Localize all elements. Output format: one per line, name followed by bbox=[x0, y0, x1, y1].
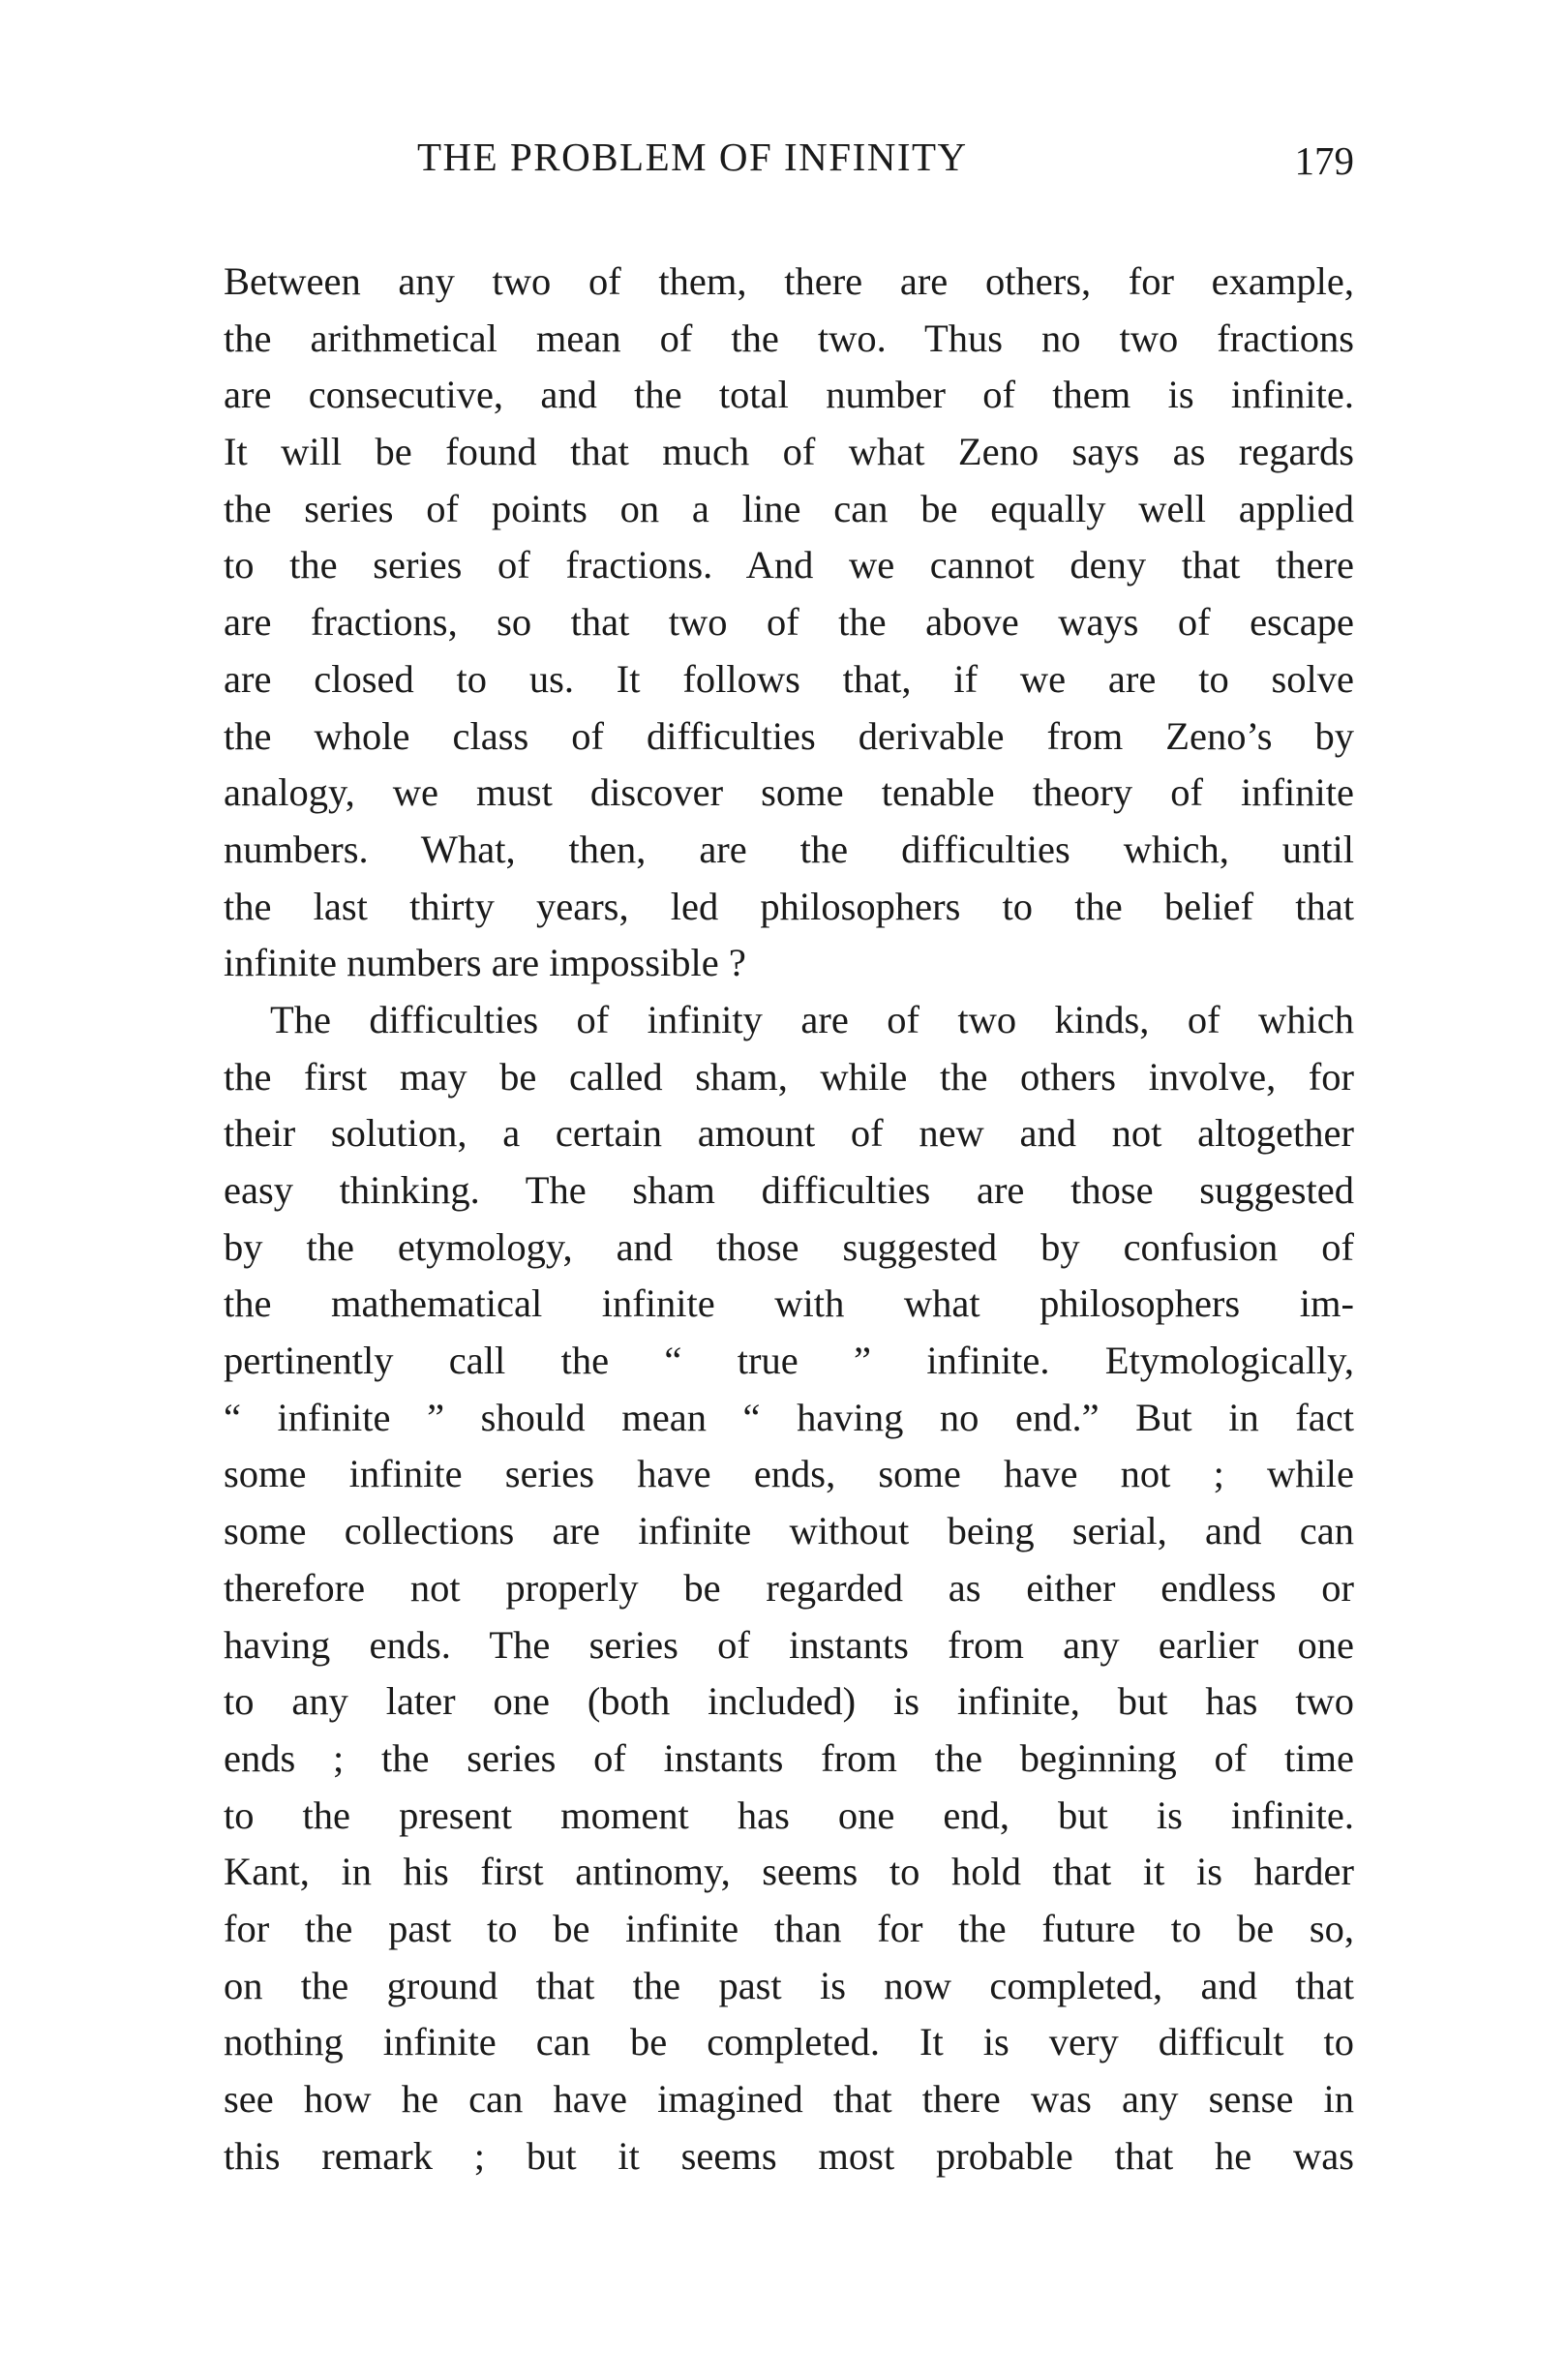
text-line: infinite numbers are impossible ? bbox=[224, 941, 746, 985]
text-line: for the past to be infinite than for the future to be so, bbox=[224, 1906, 1354, 1950]
text-line: analogy, we must discover some tenable theory of infinite bbox=[224, 770, 1354, 815]
text-line: nothing infinite can be completed. It is very difficult to bbox=[224, 2020, 1354, 2064]
text-line: therefore not properly be regarded as either endless or bbox=[224, 1565, 1354, 1610]
text-line: having ends. The series of instants from any earlier one bbox=[224, 1622, 1354, 1667]
text-line: some infinite series have ends, some have not ; while bbox=[224, 1452, 1354, 1496]
text-line: on the ground that the past is now completed, and that bbox=[224, 1963, 1354, 2007]
text-line: It will be found that much of what Zeno says as regards bbox=[224, 430, 1354, 474]
text-line: Kant, in his first antinomy, seems to hold that it is harder bbox=[224, 1850, 1354, 1894]
page-number: 179 bbox=[1294, 138, 1354, 183]
running-header bbox=[224, 134, 1354, 192]
text-line: The difficulties of infinity are of two kinds, of which bbox=[270, 997, 1354, 1041]
text-line: Between any two of them, there are others, for example, bbox=[224, 259, 1354, 303]
text-line: by the etymology, and those suggested by confusion of bbox=[224, 1224, 1354, 1269]
running-title: THE PROBLEM OF INFINITY bbox=[417, 135, 968, 179]
text-line: to any later one (both included) is infinite, but has two bbox=[224, 1679, 1354, 1724]
text-line: some collections are infinite without being serial, and can bbox=[224, 1509, 1354, 1553]
text-line: are closed to us. It follows that, if we are to solve bbox=[224, 656, 1354, 701]
text-line: to the present moment has one end, but is infinite. bbox=[224, 1793, 1354, 1837]
text-line: the whole class of difficulties derivable from Zeno’s by bbox=[224, 713, 1354, 758]
text-line: the arithmetical mean of the two. Thus no two fractions bbox=[224, 316, 1354, 360]
text-line: ends ; the series of instants from the beginning of time bbox=[224, 1735, 1354, 1780]
text-line: the first may be called sham, while the others involve, for bbox=[224, 1054, 1354, 1099]
text-line: to the series of fractions. And we cannot deny that there bbox=[224, 543, 1354, 587]
body-text bbox=[224, 254, 1354, 2184]
text-line: pertinently call the “ true ” infinite. Etymologically, bbox=[224, 1339, 1354, 1383]
text-line: are consecutive, and the total number of them is infinite. bbox=[224, 373, 1354, 417]
text-line: their solution, a certain amount of new and not altogether bbox=[224, 1111, 1354, 1156]
text-line: the mathematical infinite with what philosophers im- bbox=[224, 1281, 1354, 1326]
text-line: this remark ; but it seems most probable that he was bbox=[224, 2133, 1354, 2178]
text-line: the last thirty years, led philosophers to the belief that bbox=[224, 884, 1354, 928]
text-line: easy thinking. The sham difficulties are those suggested bbox=[224, 1168, 1354, 1212]
text-line: are fractions, so that two of the above ways of escape bbox=[224, 600, 1354, 645]
text-line: “ infinite ” should mean “ having no end.” But in fact bbox=[224, 1395, 1354, 1439]
text-line: see how he can have imagined that there was any sense in bbox=[224, 2077, 1354, 2121]
text-line: the series of points on a line can be equally well applied bbox=[224, 486, 1354, 530]
text-line: numbers. What, then, are the difficulties which, until bbox=[224, 827, 1354, 871]
